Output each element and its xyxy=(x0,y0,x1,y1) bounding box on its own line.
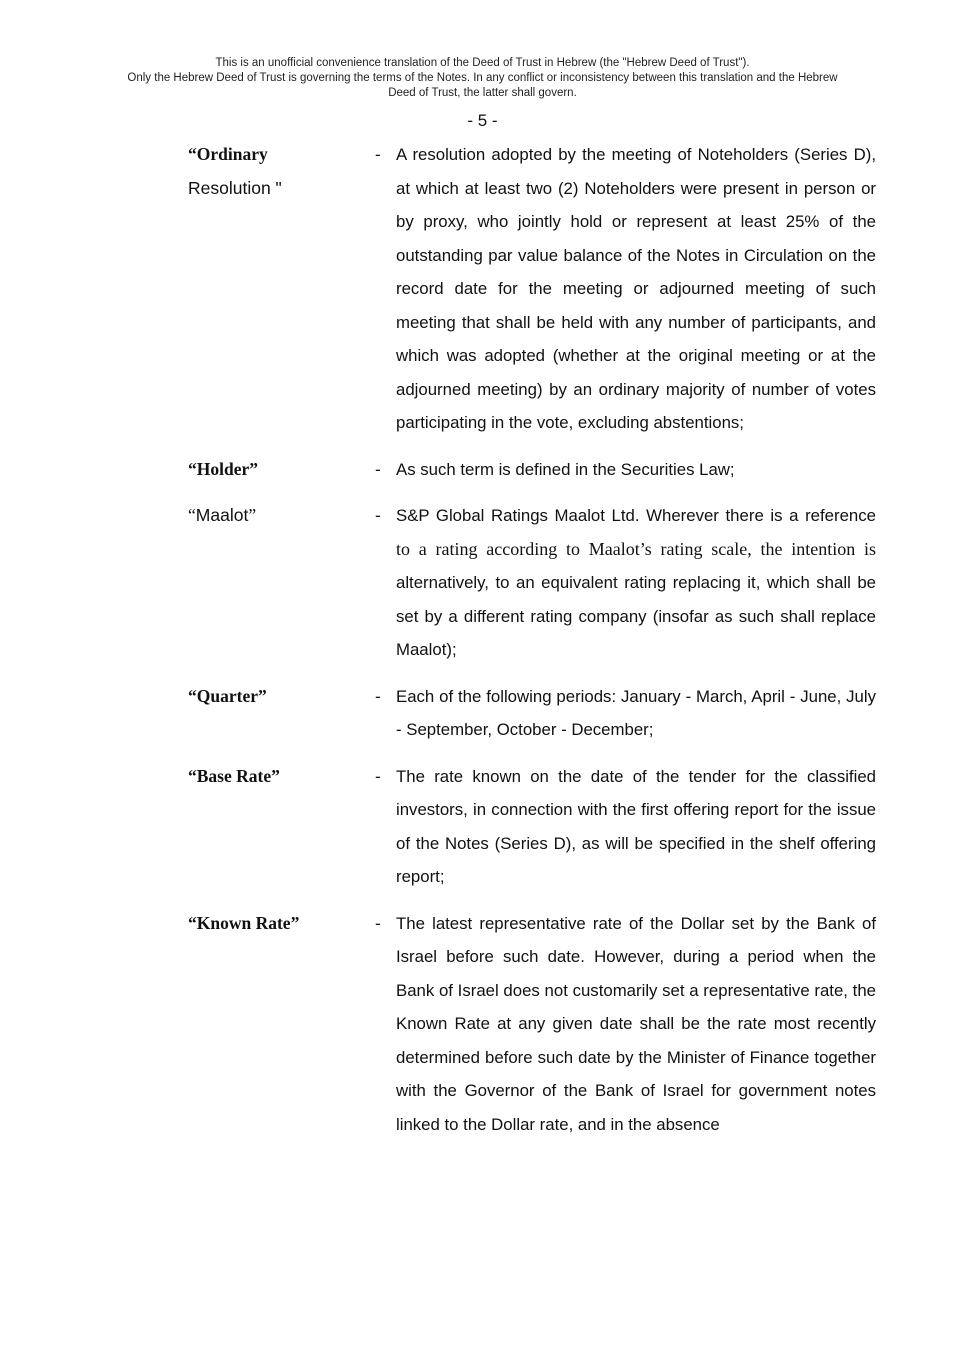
definition-text: A resolution adopted by the meeting of Noteholders (Series D), at which at least two (2) Noteholders were present in person or by proxy, who jointly hold or represent at least 25% of the outstanding par value balance of the Notes in Circulation on the record date for the meeting or adjourned meeting of such meeting that shall be held with any number of participants, and which was adopted (whether at the original meeting or at the adjourned meeting) by an ordinary majority of number of votes participating in the vote, excluding abstentions; xyxy=(396,145,876,432)
definition-holder xyxy=(0,453,965,487)
definition-maalot xyxy=(0,499,965,667)
term-line-2: Resolution " xyxy=(188,177,282,198)
definition-term: “Base Rate” xyxy=(188,765,280,786)
definitions-list xyxy=(0,138,965,1154)
definition-term xyxy=(188,138,368,205)
term-open-quote: “ xyxy=(188,505,196,525)
translation-disclaimer-header xyxy=(0,56,965,101)
definition-dash: - xyxy=(375,506,381,525)
term-line-1: “Ordinary xyxy=(188,144,268,164)
definition-text: The rate known on the date of the tender for the classified investors, in connection with the first offering report for the issue of the Notes (Series D), as will be specified in the shelf offering report; xyxy=(396,766,876,886)
definition-text: As such term is defined in the Securities Law; xyxy=(396,459,735,479)
definition-ordinary-resolution xyxy=(0,138,965,440)
definition-text: Each of the following periods: January - March, April - June, July - September, October - December; xyxy=(396,686,876,739)
disclaimer-line-1: This is an unofficial convenience translation of the Deed of Trust in Hebrew (the "Hebrew Deed of Trust"). xyxy=(215,57,750,69)
definition-term xyxy=(188,499,368,533)
definition-term: “Holder” xyxy=(188,458,258,479)
definition-dash: - xyxy=(375,913,381,933)
definition-base-rate xyxy=(0,760,965,894)
definition-text xyxy=(396,499,876,667)
page-number: - 5 - xyxy=(467,111,498,130)
definition-dash: - xyxy=(375,766,381,786)
definition-term: “Quarter” xyxy=(188,685,267,706)
definition-text-part-1: S&P Global Ratings Maalot Ltd. Wherever there is a reference xyxy=(396,506,876,525)
definition-quarter xyxy=(0,680,965,747)
definition-dash: - xyxy=(375,686,381,706)
definition-text: The latest representative rate of the Dollar set by the Bank of Israel before such date. However, during a period when the Bank of Israel does not customarily set a representative rate, the Known Rate at any given date shall be the rate most recently determined before such date by the Minister of Finance together with the Governor of the Bank of Israel for government notes linked to the Dollar rate, and in the absence xyxy=(396,913,876,1134)
definition-known-rate xyxy=(0,907,965,1142)
definition-dash: - xyxy=(375,145,381,164)
disclaimer-line-2: Only the Hebrew Deed of Trust is governing the terms of the Notes. In any conflict or inconsistency between this translation and the Hebrew xyxy=(127,72,838,84)
term-word: Maalot xyxy=(195,505,249,525)
term-close-quote: ” xyxy=(248,505,257,525)
disclaimer-line-3: Deed of Trust, the latter shall govern. xyxy=(388,87,577,99)
definition-dash: - xyxy=(375,459,381,479)
definition-text-part-3: alternatively, to an equivalent rating replacing it, which shall be set by a different rating company (insofar as such shall replace Maalot); xyxy=(396,573,876,659)
definition-term: “Known Rate” xyxy=(188,912,300,933)
definition-text-part-2: to a rating according to Maalot’s rating scale, the intention is xyxy=(396,538,876,559)
